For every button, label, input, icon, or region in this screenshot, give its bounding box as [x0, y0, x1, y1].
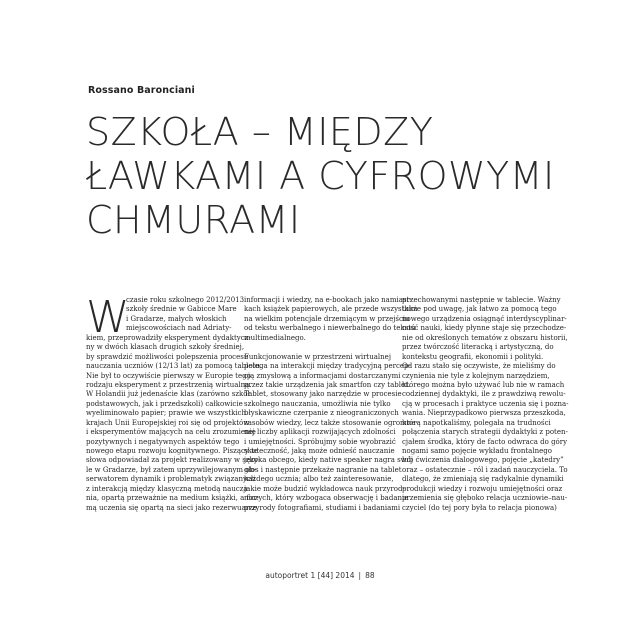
text-line: Od razu stało się oczywiste, że mieliśmy do [402, 362, 556, 371]
text-line: multimedialnego. [244, 333, 306, 342]
text-line: W Holandii już jedenaście klas (zarówno szkół [86, 390, 250, 399]
page-number: 88 [365, 571, 375, 580]
footer-separator: | [358, 571, 362, 580]
drop-cap: W [86, 292, 130, 343]
text-line: każdego ucznia; albo też zainteresowanie, [244, 475, 394, 484]
article-title [86, 110, 586, 242]
text-line: by sprawdzić możliwości polepszenia procesu [86, 352, 249, 361]
text-line: nia, opartą przeważnie na medium książki, a for- [86, 494, 259, 503]
text-line: polega na interakcji między tradycyjną percep- [244, 362, 411, 371]
text-line: nowego urządzenia osiągnąć interdyscyplinar- [402, 314, 567, 323]
text-line: skuteczność, jaką może odnieść nauczanie [244, 447, 395, 455]
text-line: przechowanymi następnie w tablecie. Ważny [402, 296, 561, 304]
text-line: le w Gradarze, był zatem uprzywilejowanym ob- [86, 465, 257, 474]
text-line: szkolnego nauczania, umożliwia nie tylko [244, 399, 391, 408]
text-line: zasobów wiedzy, lecz także stosowanie ogromne- [244, 418, 418, 427]
text-line: przez takie urządzenia jak smartfon czy tablet. [244, 380, 411, 389]
text-line: czynienia nie tyle z kolejnym narzędziem, [402, 371, 550, 380]
text-line: połączenia starych strategii dydaktyki z poten- [402, 428, 568, 437]
text-line: przez twórczość literacką i artystyczną, do [402, 343, 554, 352]
text-line: mą uczenia się opartą na sieci jako rezerwuarze [86, 503, 257, 512]
text-line: nogami samo pojęcie wykładu frontalnego [402, 447, 552, 455]
text-column-2 [244, 296, 418, 513]
text-line: kiem, przeprowadziły eksperyment dydaktycz- [86, 333, 251, 342]
text-line: nauczania uczniów (12/13 lat) za pomocą tabletu. [86, 362, 263, 371]
text-line: dlatego, że zmieniają się radykalnie dynamiki [402, 475, 564, 484]
text-line: i umiejętności. Spróbujmy sobie wyobrazić [244, 437, 396, 446]
author-name: Rossano Baronciani [88, 85, 195, 96]
text-line: i eksperymentów mających na celu zrozumienie [86, 428, 256, 437]
text-line: języka obcego, kiedy native speaker nagra swój [244, 456, 414, 465]
text-line: podstawowych, jak i przedszkoli) całkowicie [86, 399, 243, 408]
text-line: wyeliminowało papier; prawie we wszystkich [86, 409, 246, 418]
text-line: nowego etapu rozwoju kognitywnego. Piszący te [86, 447, 259, 455]
text-line: Funkcjonowanie w przestrzeni wirtualnej [244, 352, 391, 361]
text-line: przyrody fotografiami, studiami i badaniami [244, 503, 401, 512]
text-line: ny w dwóch klasach drugich szkoły średniej, [86, 343, 245, 352]
title-line: CHMURAMI [86, 198, 301, 242]
text-line: czasie roku szkolnego 2012/2013 [126, 296, 245, 304]
text-line: niczych, który wzbogaca obserwację i badanie [244, 494, 409, 503]
text-line: z interakcją między klasyczną metodą naucza- [86, 484, 250, 493]
page-footer [0, 571, 640, 580]
text-line: krajach Unii Europejskiej roi się od projektów [86, 418, 250, 427]
text-line: kontekstu geografii, ekonomii i polityki. [402, 352, 544, 361]
text-line: głos i następnie przekaże nagranie na tablet [244, 465, 402, 474]
text-column-1 [86, 292, 263, 513]
text-line: i Gradarze, małych włoskich [126, 314, 227, 323]
text-line: Tablet, stosowany jako narzędzie w procesie [244, 390, 402, 399]
text-column-3 [402, 296, 569, 513]
text-line: oraz – ostatecznie – ról i zadań nauczyciela. To [402, 465, 568, 474]
text-line [244, 343, 394, 352]
text-line: jakie może budzić wykładowca nauk przyrod- [244, 484, 405, 493]
text-line: kach książek papierowych, ale przede wszystkim [244, 305, 418, 314]
text-line: nie od określonych tematów z obszaru historii, [402, 333, 568, 342]
text-line: rodzaju eksperyment z przestrzenią wirtualną. [86, 380, 252, 389]
text-line: nej liczby aplikacji rozwijających zdolności [244, 428, 396, 437]
text-line: także pod uwagę, jak łatwo za pomocą tego [402, 305, 557, 314]
text-line: szkoły średnie w Gabicce Mare [126, 305, 237, 314]
text-line: informacji i wiedzy, na e-bookach jako namiast- [244, 296, 412, 304]
journal-issue: autoportret 1 [44] 2014 [265, 571, 355, 580]
text-line: Nie był to oczywiście pierwszy w Europie tego [86, 371, 251, 380]
title-line: ŁAWKAMI A CYFROWYMI [86, 154, 555, 198]
text-line: miejscowościach nad Adriaty- [126, 324, 232, 333]
text-line: pozytywnych i negatywnych aspektów tego [86, 437, 240, 446]
text-line: od tekstu werbalnego i niewerbalnego do tekstu [244, 324, 416, 333]
text-line: na wielkim potencjale drzemiącym w przejściu [244, 314, 410, 323]
text-line: błyskawiczne czerpanie z nieograniczonych [244, 409, 399, 418]
text-line: czyciel (do tej pory była to relacja pionowa) [402, 503, 557, 512]
text-line: którą napotkaliśmy, polegała na trudności [402, 418, 551, 427]
text-line: wania. Nieprzypadkowo pierwsza przeszkoda, [402, 409, 566, 418]
text-line: cją w procesach i praktyce uczenia się i poznа- [402, 399, 569, 408]
text-line: codziennej dydaktyki, ile z prawdziwą rewolu- [402, 390, 566, 399]
text-line: cjałem środka, który de facto odwraca do góry [402, 437, 568, 446]
text-line: słowa odpowiadał za projekt realizowany w szko- [86, 456, 261, 465]
text-line: serwatorem dynamik i problematyk związanych [86, 475, 256, 484]
text-line: przemienia się głęboko relacja uczniowie–nau- [402, 494, 568, 503]
text-line: lub ćwiczenia dialogowego, pojęcie „katedry” [402, 456, 564, 465]
text-line: cją zmysłową a informacjami dostarczanymi [244, 371, 401, 380]
title-line: SZKOŁA – MIĘDZY [86, 110, 434, 154]
text-line: ność nauki, kiedy płynne staje się przechodze- [402, 324, 567, 333]
text-line: produkcji wiedzy i rozwoju umiejętności oraz [402, 484, 563, 493]
text-line: którego można było używać lub nie w ramach [402, 380, 565, 389]
